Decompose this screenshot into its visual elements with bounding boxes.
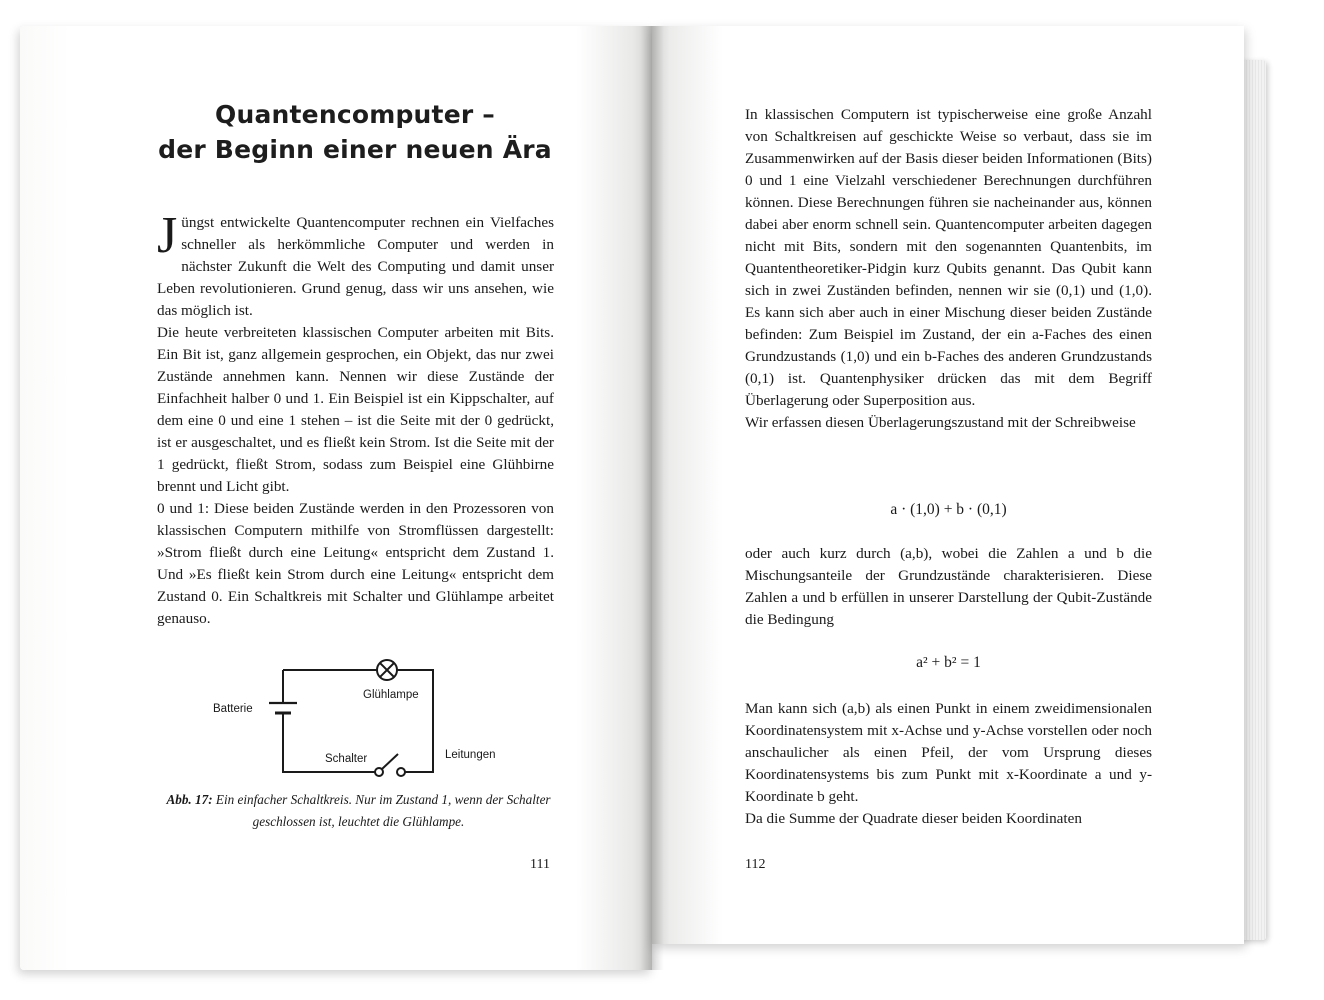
page-number-left: 111 — [530, 857, 550, 872]
paragraph-bits: Die heute verbreiteten klassischen Computer arbeiten mit Bits. Ein Bit ist, ganz allgemein gesprochen, ein Objekt, das nur zwei Zustände annehmen kann. Nennen wir diese Zustände der Einfachheit halber 0 und 1. Ein Beispiel ist ein Kippschalter, auf dem eine 0 und eine 1 stehen – ist die Seite mit der 0 gedrückt, ist er ausgeschaltet, und es fließt kein Strom. Ist die Seite mit der 1 gedrückt, fließt Strom, sodass zum Beispiel eine Glühbirne brennt und Licht gibt. — [157, 324, 554, 495]
paragraph-sum-of-squares: Da die Summe der Quadrate dieser beiden Koordinaten — [745, 810, 1082, 827]
paragraph-intro-text: üngst entwickelte Quantencomputer rechnen ein Vielfaches schneller als herkömmliche Computer und werden in nächster Zukunft die Welt des Computing und damit unser Leben revolutionieren. Grund genug, dass wir uns ansehen, wie das möglich ist. — [157, 214, 554, 319]
chapter-title-line-2: der Beginn einer neuen Ära — [158, 135, 552, 164]
left-page-body — [157, 207, 554, 630]
formula-superposition: a · (1,0) + b · (0,1) — [890, 501, 1007, 518]
circuit-diagram — [205, 650, 505, 780]
right-page-body-top — [745, 104, 1152, 434]
page-number-right: 112 — [745, 857, 766, 872]
label-lamp: Glühlampe — [363, 689, 419, 701]
paragraph-coordinates: Man kann sich (a,b) als einen Punkt in einem zweidimensionalen Koordinatensystem mit x-Achse und y-Achse vorstellen oder noch anschaulicher als einen Pfeil, der vom Ursprung dieses Koordinatensystems bis zum Punkt mit x-Koordinate a und y-Koordinate b geht. — [745, 700, 1152, 805]
caption-text: Ein einfacher Schaltkreis. Nur im Zustand 1, wenn der Schalter geschlossen ist, leuchtet die Glühlampe. — [212, 792, 551, 829]
figure-caption — [160, 789, 557, 833]
formula-normalization: a² + b² = 1 — [916, 654, 981, 671]
paragraph-classic-computers: In klassischen Computern ist typischerweise eine große Anzahl von Schaltkreisen auf geschickte Weise so verbaut, dass sie im Zusammenwirken auf der Basis dieser beiden Informationen (Bits) 0 und 1 eine Vielzahl verschiedener Berechnungen durchführen können. Diese Berechnungen führen sie nacheinander aus, können dabei aber enorm schnell sein. Quantencomputer arbeiten dagegen nicht mit Bits, sondern mit den sogenannten Quantenbits, im Quantentheoretiker-Pidgin kurz Qubits genannt. Das Qubit kann sich in zwei Zuständen befinden, nennen wir sie (0,1) und (1,0). Es kann sich aber auch in einer Mischung dieser beiden Zustände befinden: Zum Beispiel im Zustand, der ein a-Faches des einen Grundzustands (1,0) und ein b-Faches des anderen Grundzustands (0,1) ist. Quantenphysiker drücken das mit dem Begriff Überlagerung oder Superposition aus. — [745, 106, 1152, 409]
caption-label: Abb. 17: — [166, 792, 213, 807]
drop-cap: J — [157, 207, 178, 264]
label-battery: Batterie — [213, 703, 253, 715]
paragraph-intro — [157, 207, 554, 322]
paragraph-notation: Wir erfassen diesen Überlagerungszustand mit der Schreibweise — [745, 414, 1136, 431]
label-wires: Leitungen — [445, 749, 496, 761]
switch-contact-right — [397, 768, 405, 776]
chapter-title-line-1: Quantencomputer – — [215, 100, 495, 129]
switch-contact-left — [375, 768, 383, 776]
label-switch: Schalter — [325, 753, 368, 765]
paragraph-states: 0 und 1: Diese beiden Zustände werden in den Prozessoren von klassischen Computern mithilfe von Stromflüssen dargestellt: »Strom fließt durch eine Leitung« entspricht dem Zustand 1. Und »Es fließt kein Strom durch eine Leitung« entspricht dem Zustand 0. Ein Schaltkreis mit Schalter und Glühlampe arbeitet genauso. — [157, 500, 554, 627]
book-spine — [640, 26, 664, 970]
paragraph-mixing: oder auch kurz durch (a,b), wobei die Zahlen a und b die Mischungsanteile der Grundzustände charakterisieren. Diese Zahlen a und b erfüllen in unserer Darstellung der Qubit-Zustände die Bedingung — [745, 545, 1152, 628]
right-page-body-bottom — [745, 698, 1152, 830]
switch-lever — [382, 754, 398, 769]
right-page-body-middle — [745, 543, 1152, 631]
chapter-title — [150, 97, 560, 167]
